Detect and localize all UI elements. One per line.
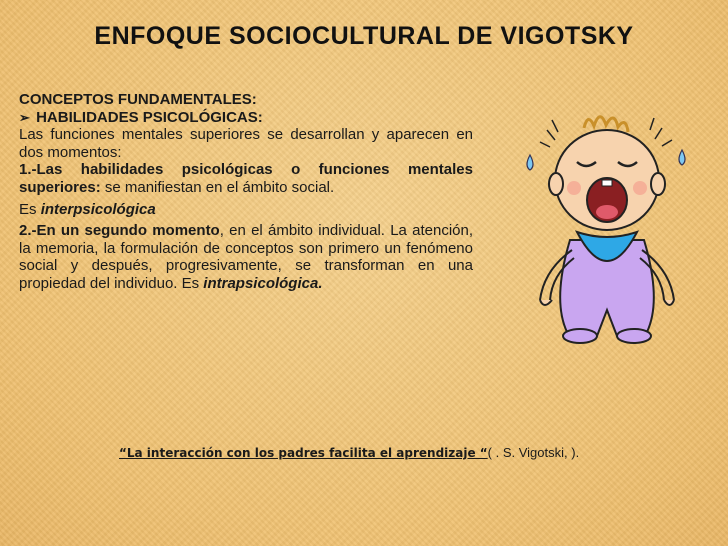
skills-subheading: HABILIDADES PSICOLÓGICAS:	[36, 108, 263, 126]
point-one-label: 1.-Las habilidades psicológicas o funciones mentales superiores:	[19, 161, 473, 196]
slide-body	[19, 91, 473, 293]
point-one-text: se manifiestan en el ámbito social.	[100, 178, 335, 196]
point-one-paragraph	[19, 161, 473, 196]
quote-citation: ( . S. Vigotski, ).	[487, 445, 580, 460]
point-two-label: 2.-En un segundo momento	[19, 222, 220, 240]
intrapsychological-term: intrapsicológica.	[203, 274, 323, 292]
intro-paragraph: Las funciones mentales superiores se desarrollan y aparecen en dos momentos:	[19, 126, 473, 161]
crying-baby-illustration	[522, 100, 692, 350]
concepts-heading: CONCEPTOS FUNDAMENTALES:	[19, 91, 257, 108]
point-two-paragraph	[19, 222, 473, 292]
slide-title: ENFOQUE SOCIOCULTURAL DE VIGOTSKY	[94, 22, 634, 50]
point-two-text: , en el ámbito individual. La atención, la memoria, la formulación de conceptos son primero un fenómeno social y después, progresivamente, se transforman en una propiedad del individuo. Es	[19, 222, 474, 292]
quote-line	[119, 445, 699, 460]
vigotsky-quote: “La interacción con los padres facilita el aprendizaje “	[119, 446, 488, 460]
skills-subheading-row	[19, 109, 473, 127]
es-prefix: Es	[19, 200, 41, 218]
interpsychological-term: interpsicológica	[40, 200, 156, 218]
interpsychological-line	[19, 201, 473, 219]
arrow-bullet-icon: ➢	[19, 109, 30, 125]
